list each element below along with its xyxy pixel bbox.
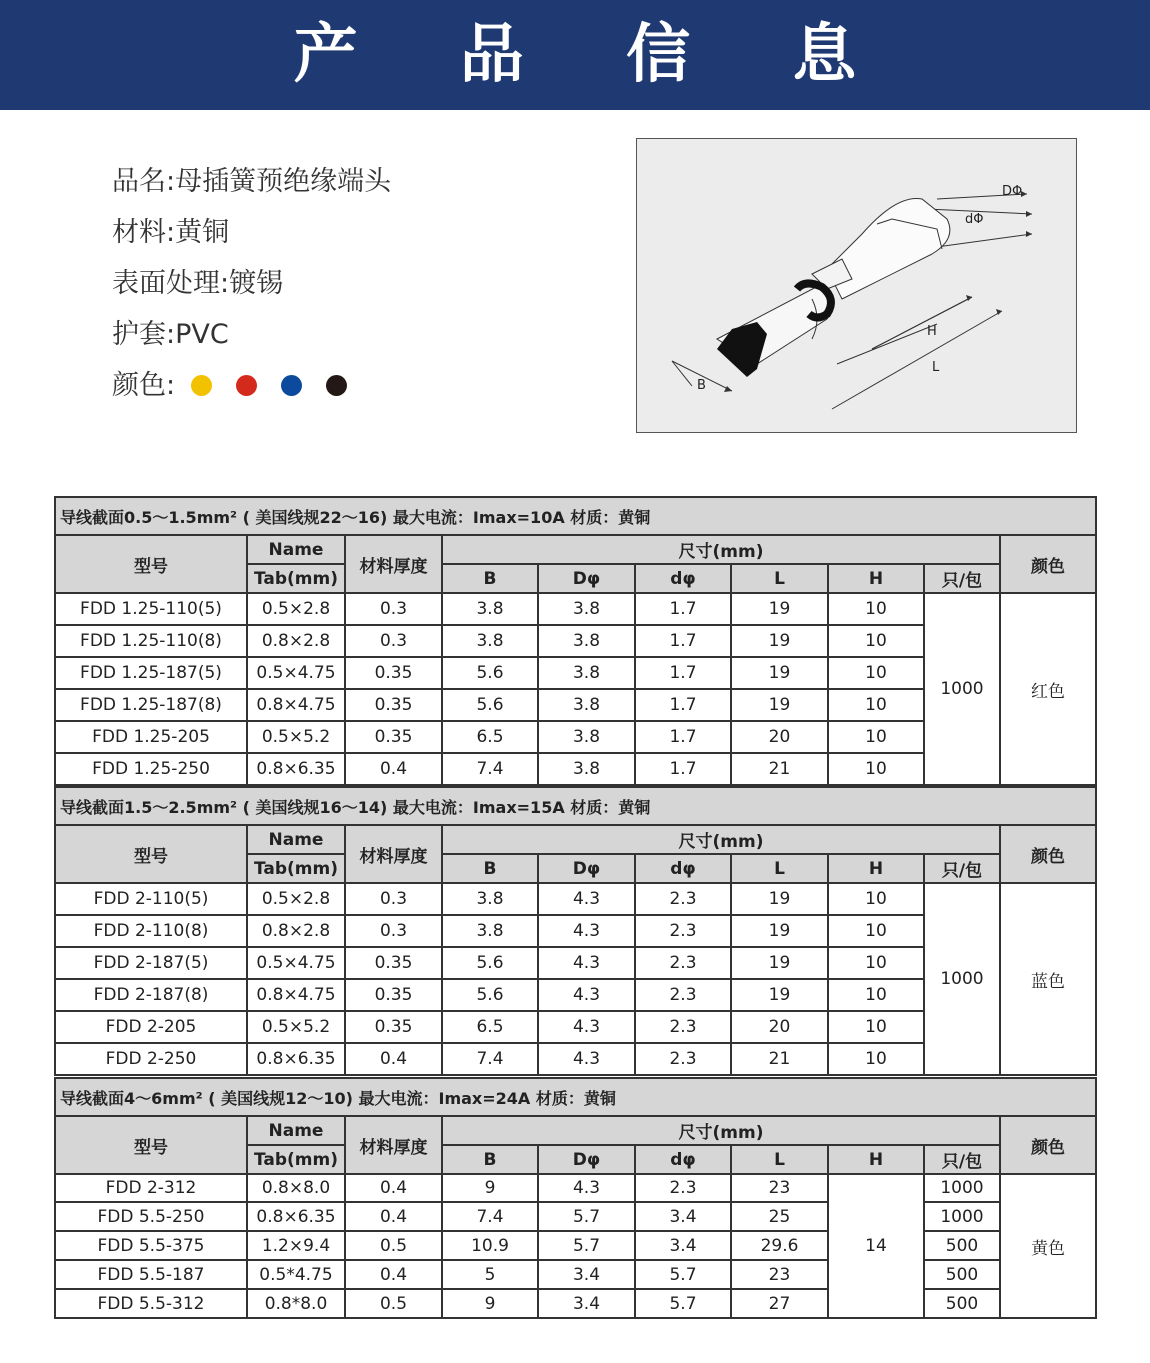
cell-H: 10 [828,1043,924,1075]
cell-H: 10 [828,625,924,657]
cell-H: 10 [828,593,924,625]
table-row [55,1231,1096,1260]
header-dphi: dφ [635,1145,731,1174]
cell-dphi: 2.3 [635,1174,731,1202]
cell-thickness: 0.3 [345,883,442,915]
terminal-diagram [636,138,1077,433]
cell-B: 7.4 [442,1202,538,1231]
header-size: 尺寸(mm) [442,825,1000,854]
cell-thickness: 0.5 [345,1231,442,1260]
cell-Dphi: 3.8 [538,593,635,625]
cell-B: 5.6 [442,689,538,721]
cell-model: FDD 2-205 [55,1011,247,1043]
header-B: B [442,564,538,593]
cell-dphi: 2.3 [635,1043,731,1075]
cell-L: 19 [731,979,828,1011]
cell-per-pack: 1000 [924,1202,1000,1231]
cell-dphi: 5.7 [635,1260,731,1289]
cell-B: 9 [442,1289,538,1318]
cell-B: 10.9 [442,1231,538,1260]
table-row [55,1174,1096,1202]
color-swatch-blue [281,375,302,396]
cell-L: 20 [731,721,828,753]
section-title: 导线截面4～6mm² ( 美国线规12～10) 最大电流：Imax=24A 材质：黄铜 [55,1078,1096,1116]
cell-Dphi: 3.8 [538,657,635,689]
section-title: 导线截面1.5～2.5mm² ( 美国线规16～14) 最大电流：Imax=15A 材质：黄铜 [55,787,1096,825]
cell-L: 23 [731,1260,828,1289]
cell-dphi: 3.4 [635,1231,731,1260]
header-L: L [731,1145,828,1174]
cell-dphi: 1.7 [635,753,731,785]
cell-per-pack: 1000 [924,883,1000,1075]
header-thickness: 材料厚度 [345,1116,442,1174]
cell-L: 19 [731,625,828,657]
cell-B: 7.4 [442,753,538,785]
info-label: 品名: [112,166,176,197]
cell-B: 7.4 [442,1043,538,1075]
header-size: 尺寸(mm) [442,535,1000,564]
cell-Dphi: 4.3 [538,1011,635,1043]
cell-dphi: 2.3 [635,979,731,1011]
cell-thickness: 0.4 [345,1202,442,1231]
cell-model: FDD 2-187(5) [55,947,247,979]
cell-Dphi: 5.7 [538,1231,635,1260]
cell-model: FDD 5.5-375 [55,1231,247,1260]
cell-Dphi: 3.4 [538,1289,635,1318]
page-banner [0,0,1150,110]
header-thickness: 材料厚度 [345,825,442,883]
info-sleeve [112,313,391,364]
label-H: H [927,324,937,339]
cell-tab: 0.5×4.75 [247,947,345,979]
cell-per-pack: 1000 [924,1174,1000,1202]
header-name: Name [247,825,345,854]
cell-dphi: 1.7 [635,721,731,753]
cell-tab: 0.8×8.0 [247,1174,345,1202]
header-dphi: dφ [635,854,731,883]
cell-L: 19 [731,593,828,625]
cell-thickness: 0.35 [345,657,442,689]
label-B: B [697,378,706,393]
cell-tab: 0.5×5.2 [247,721,345,753]
color-swatch-red [236,375,257,396]
cell-dphi: 1.7 [635,689,731,721]
cell-B: 5 [442,1260,538,1289]
header-tab: Tab(mm) [247,854,345,883]
info-label: 表面处理: [112,268,230,299]
cell-H: 10 [828,1011,924,1043]
cell-H: 10 [828,947,924,979]
info-value: 母插簧预绝缘端头 [175,166,392,197]
cell-tab: 1.2×9.4 [247,1231,345,1260]
banner-title: 产 品 信 息 [293,18,897,92]
cell-thickness: 0.35 [345,947,442,979]
cell-model: FDD 2-110(8) [55,915,247,947]
cell-tab: 0.5×4.75 [247,657,345,689]
cell-Dphi: 3.8 [538,753,635,785]
cell-thickness: 0.35 [345,979,442,1011]
cell-L: 19 [731,915,828,947]
color-swatch-yellow [191,375,212,396]
product-info [112,160,391,415]
header-tab: Tab(mm) [247,1145,345,1174]
cell-B: 3.8 [442,883,538,915]
table-row [55,1260,1096,1289]
header-Dphi: Dφ [538,1145,635,1174]
cell-tab: 0.8×2.8 [247,915,345,947]
label-d: dΦ [965,212,984,227]
cell-H: 10 [828,979,924,1011]
cell-L: 25 [731,1202,828,1231]
cell-B: 9 [442,1174,538,1202]
cell-H: 10 [828,883,924,915]
header-size: 尺寸(mm) [442,1116,1000,1145]
cell-per-pack: 500 [924,1260,1000,1289]
cell-model: FDD 5.5-250 [55,1202,247,1231]
cell-Dphi: 4.3 [538,915,635,947]
cell-per-pack: 1000 [924,593,1000,785]
label-D: DΦ [1002,184,1023,199]
cell-thickness: 0.4 [345,1174,442,1202]
cell-B: 3.8 [442,593,538,625]
header-name: Name [247,1116,345,1145]
info-material [112,211,391,262]
cell-L: 29.6 [731,1231,828,1260]
cell-color: 红色 [1000,593,1096,785]
cell-dphi: 2.3 [635,883,731,915]
header-model: 型号 [55,825,247,883]
cell-model: FDD 1.25-187(8) [55,689,247,721]
cell-H: 10 [828,915,924,947]
cell-Dphi: 3.8 [538,721,635,753]
cell-B: 3.8 [442,915,538,947]
cell-color: 黄色 [1000,1174,1096,1318]
cell-model: FDD 2-312 [55,1174,247,1202]
cell-L: 19 [731,657,828,689]
cell-thickness: 0.3 [345,915,442,947]
cell-tab: 0.8×6.35 [247,1202,345,1231]
header-color: 颜色 [1000,535,1096,593]
cell-L: 21 [731,1043,828,1075]
cell-L: 19 [731,883,828,915]
cell-H: 10 [828,689,924,721]
cell-model: FDD 2-110(5) [55,883,247,915]
cell-tab: 0.5×2.8 [247,593,345,625]
cell-model: FDD 1.25-205 [55,721,247,753]
header-model: 型号 [55,1116,247,1174]
cell-thickness: 0.3 [345,625,442,657]
cell-model: FDD 1.25-110(8) [55,625,247,657]
cell-tab: 0.5*4.75 [247,1260,345,1289]
info-product-name [112,160,391,211]
cell-Dphi: 5.7 [538,1202,635,1231]
cell-Dphi: 4.3 [538,947,635,979]
table-row [55,1202,1096,1231]
cell-thickness: 0.3 [345,593,442,625]
header-Dphi: Dφ [538,564,635,593]
cell-tab: 0.8×4.75 [247,979,345,1011]
cell-H: 10 [828,753,924,785]
spec-table-2 [54,786,1097,1076]
cell-model: FDD 2-250 [55,1043,247,1075]
cell-Dphi: 4.3 [538,1043,635,1075]
cell-Dphi: 3.4 [538,1260,635,1289]
cell-dphi: 5.7 [635,1289,731,1318]
cell-tab: 0.5×5.2 [247,1011,345,1043]
header-B: B [442,854,538,883]
cell-B: 5.6 [442,947,538,979]
header-color: 颜色 [1000,825,1096,883]
cell-Dphi: 4.3 [538,979,635,1011]
cell-B: 6.5 [442,721,538,753]
header-per-pack: 只/包 [924,1145,1000,1174]
table-row [55,1289,1096,1318]
cell-color: 蓝色 [1000,883,1096,1075]
cell-L: 20 [731,1011,828,1043]
cell-dphi: 1.7 [635,625,731,657]
cell-L: 23 [731,1174,828,1202]
header-tab: Tab(mm) [247,564,345,593]
spec-table-1 [54,496,1097,786]
header-model: 型号 [55,535,247,593]
cell-L: 21 [731,753,828,785]
cell-dphi: 3.4 [635,1202,731,1231]
cell-dphi: 2.3 [635,947,731,979]
cell-model: FDD 1.25-187(5) [55,657,247,689]
cell-Dphi: 4.3 [538,883,635,915]
cell-dphi: 2.3 [635,1011,731,1043]
table-row [55,883,1096,915]
header-name: Name [247,535,345,564]
cell-L: 19 [731,689,828,721]
cell-thickness: 0.35 [345,689,442,721]
section-title: 导线截面0.5～1.5mm² ( 美国线规22～16) 最大电流：Imax=10A 材质：黄铜 [55,497,1096,535]
spec-table-3 [54,1077,1097,1319]
header-color: 颜色 [1000,1116,1096,1174]
info-label: 颜色: [112,370,176,401]
cell-H: 10 [828,721,924,753]
cell-Dphi: 4.3 [538,1174,635,1202]
terminal-drawing [637,139,1076,432]
cell-per-pack: 500 [924,1231,1000,1260]
cell-B: 3.8 [442,625,538,657]
header-H: H [828,854,924,883]
cell-tab: 0.8×6.35 [247,753,345,785]
header-thickness: 材料厚度 [345,535,442,593]
cell-L: 27 [731,1289,828,1318]
cell-thickness: 0.35 [345,721,442,753]
cell-dphi: 1.7 [635,657,731,689]
header-per-pack: 只/包 [924,854,1000,883]
cell-tab: 0.8×4.75 [247,689,345,721]
cell-B: 5.6 [442,657,538,689]
info-value: 镀锡 [229,268,284,299]
cell-tab: 0.8*8.0 [247,1289,345,1318]
table-row [55,593,1096,625]
header-per-pack: 只/包 [924,564,1000,593]
color-swatch-black [326,375,347,396]
cell-model: FDD 2-187(8) [55,979,247,1011]
header-B: B [442,1145,538,1174]
cell-dphi: 2.3 [635,915,731,947]
cell-thickness: 0.4 [345,753,442,785]
header-L: L [731,564,828,593]
cell-thickness: 0.4 [345,1043,442,1075]
cell-tab: 0.8×6.35 [247,1043,345,1075]
header-L: L [731,854,828,883]
cell-thickness: 0.5 [345,1289,442,1318]
cell-thickness: 0.35 [345,1011,442,1043]
info-colors [112,364,391,415]
cell-model: FDD 1.25-110(5) [55,593,247,625]
cell-H: 10 [828,657,924,689]
label-L: L [932,360,940,375]
info-surface [112,262,391,313]
header-dphi: dφ [635,564,731,593]
cell-model: FDD 5.5-312 [55,1289,247,1318]
header-Dphi: Dφ [538,854,635,883]
info-label: 材料: [112,217,176,248]
cell-model: FDD 5.5-187 [55,1260,247,1289]
cell-model: FDD 1.25-250 [55,753,247,785]
header-H: H [828,564,924,593]
cell-B: 5.6 [442,979,538,1011]
cell-Dphi: 3.8 [538,689,635,721]
info-label: 护套: [112,319,176,350]
cell-Dphi: 3.8 [538,625,635,657]
cell-B: 6.5 [442,1011,538,1043]
cell-thickness: 0.4 [345,1260,442,1289]
cell-tab: 0.5×2.8 [247,883,345,915]
info-value: 黄铜 [175,217,230,248]
cell-H: 14 [828,1174,924,1318]
cell-L: 19 [731,947,828,979]
info-value: PVC [175,319,229,350]
cell-per-pack: 500 [924,1289,1000,1318]
cell-dphi: 1.7 [635,593,731,625]
cell-tab: 0.8×2.8 [247,625,345,657]
header-H: H [828,1145,924,1174]
